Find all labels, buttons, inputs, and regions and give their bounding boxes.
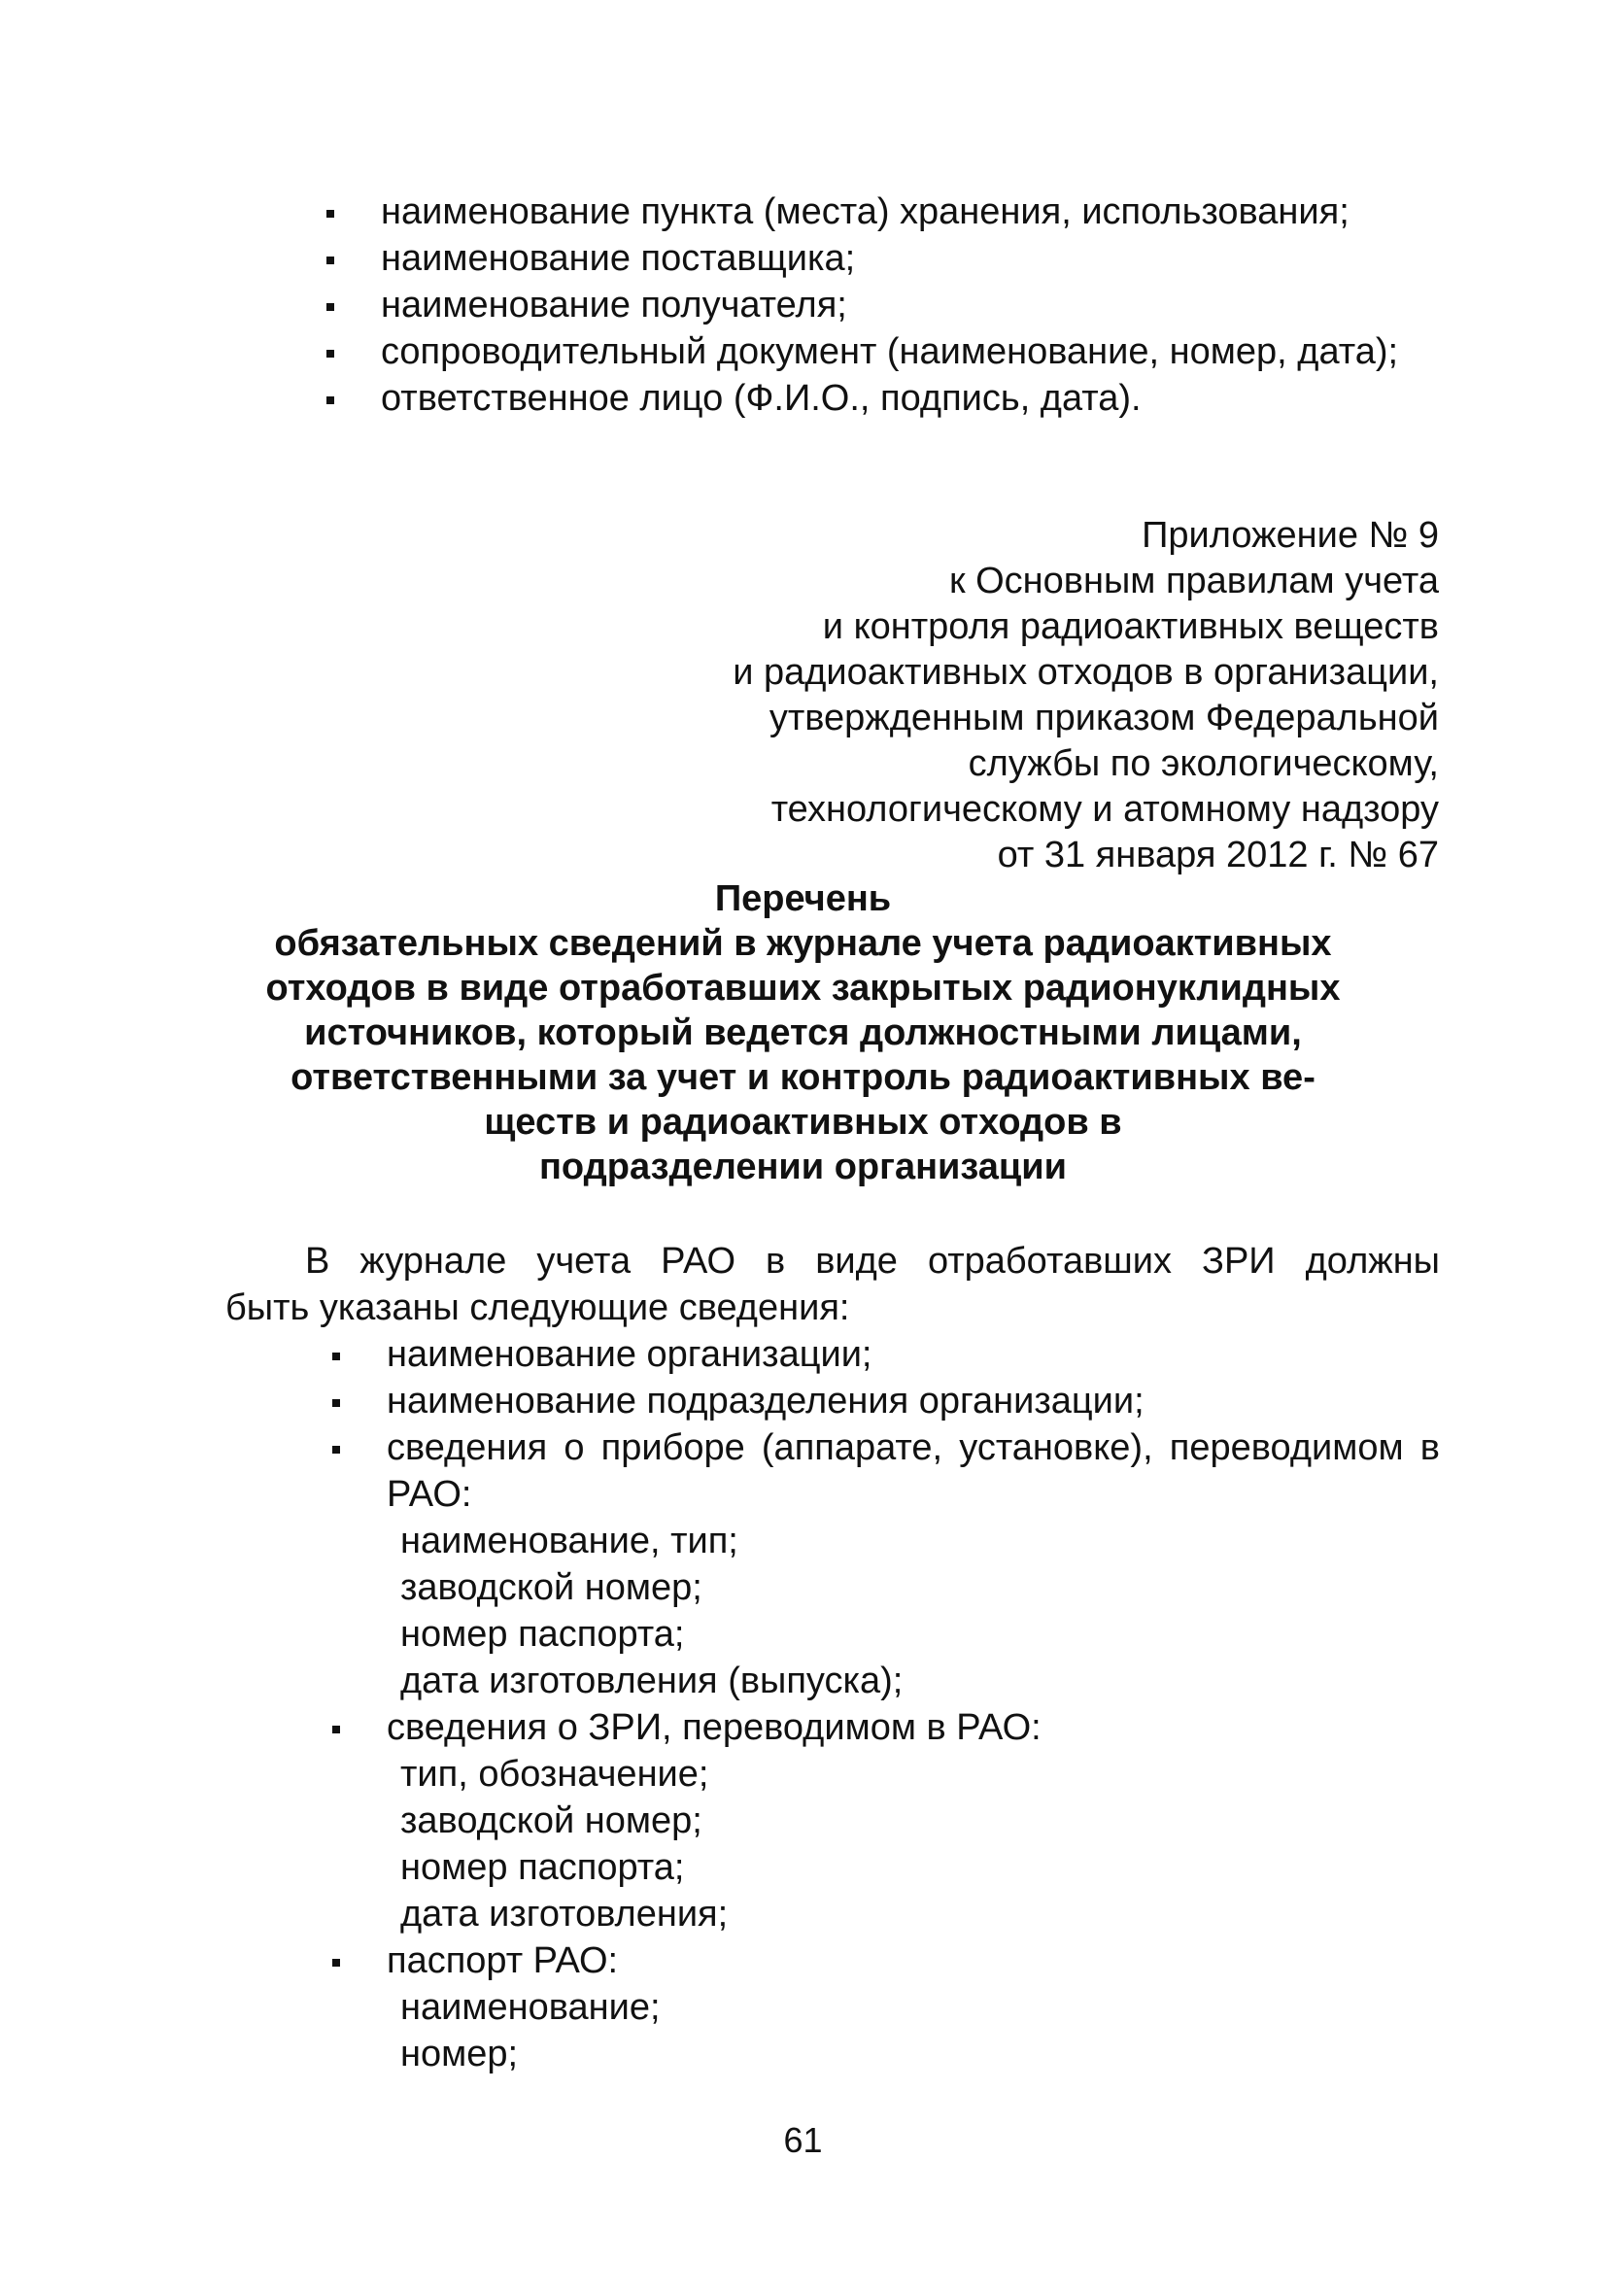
intro-line: В журнале учета РАО в виде отработавших ЗРИ должны [305, 1241, 1440, 1282]
title-line: отходов в виде отработавших закрытых радионуклидных [265, 968, 1341, 1009]
appendix-header [733, 513, 1439, 878]
list-item: наименование поставщика; [323, 235, 1440, 282]
list-item: наименование подразделения организации; [328, 1378, 1440, 1424]
appendix-line: службы по экологическому, [968, 743, 1439, 784]
list-item: наименование получателя; [323, 282, 1440, 328]
top-bullet-list [323, 188, 1440, 422]
list-item: наименование пункта (места) хранения, использования; [323, 188, 1440, 235]
list-item: сопроводительный документ (наименование, номер, дата); [323, 328, 1440, 375]
intro-line: быть указаны следующие сведения: [225, 1287, 850, 1328]
list-item: ответственное лицо (Ф.И.О., подпись, дата). [323, 375, 1440, 422]
sub-item: номер паспорта; [400, 1847, 685, 1888]
appendix-line: от 31 января 2012 г. № 67 [997, 835, 1439, 875]
title-line: подразделении организации [538, 1147, 1068, 1187]
bottom-bullet-list [328, 1331, 1440, 2077]
appendix-line: и радиоактивных отходов в организации, [733, 652, 1439, 693]
sub-item: тип, обозначение; [400, 1754, 709, 1795]
passport-label: паспорт РАО: [387, 1940, 619, 1981]
appendix-line: технологическому и атомному надзору [770, 789, 1439, 830]
title-line: ответственными за учет и контроль радиоактивных ве- [290, 1057, 1316, 1098]
title-line: обязательных сведений в журнале учета радиоактивных [274, 923, 1332, 964]
intro-paragraph [225, 1238, 1440, 1331]
appendix-line: утвержденным приказом Федеральной [769, 698, 1439, 738]
appendix-line: и контроля радиоактивных веществ [822, 606, 1439, 647]
sub-item: наименование; [400, 1987, 661, 2028]
sub-item: дата изготовления; [400, 1894, 729, 1935]
sub-item: наименование, тип; [400, 1521, 738, 1561]
list-item [328, 1424, 1440, 1704]
sub-item: заводской номер; [400, 1800, 702, 1841]
appendix-line: Приложение № 9 [1142, 515, 1439, 556]
sub-item: номер; [400, 2034, 519, 2074]
appendix-line: к Основным правилам учета [948, 561, 1439, 601]
sub-item: заводской номер; [400, 1567, 702, 1608]
title-line: источников, который ведется должностными лицами, [304, 1012, 1302, 1053]
source-info-label: сведения о ЗРИ, переводимом в РАО: [387, 1707, 1042, 1748]
sub-item: дата изготовления (выпуска); [400, 1661, 904, 1701]
title-heading: Перечень [714, 878, 892, 919]
document-title [194, 876, 1412, 1189]
list-item [328, 1704, 1440, 1937]
list-item [328, 1937, 1440, 2077]
device-info-label: сведения о приборе (аппарате, установке), переводимом в РАО: [387, 1427, 1440, 1515]
sub-item: номер паспорта; [400, 1614, 685, 1655]
page-number: 61 [783, 2120, 823, 2160]
title-line: ществ и радиоактивных отходов в [484, 1102, 1122, 1143]
list-item: наименование организации; [328, 1331, 1440, 1378]
